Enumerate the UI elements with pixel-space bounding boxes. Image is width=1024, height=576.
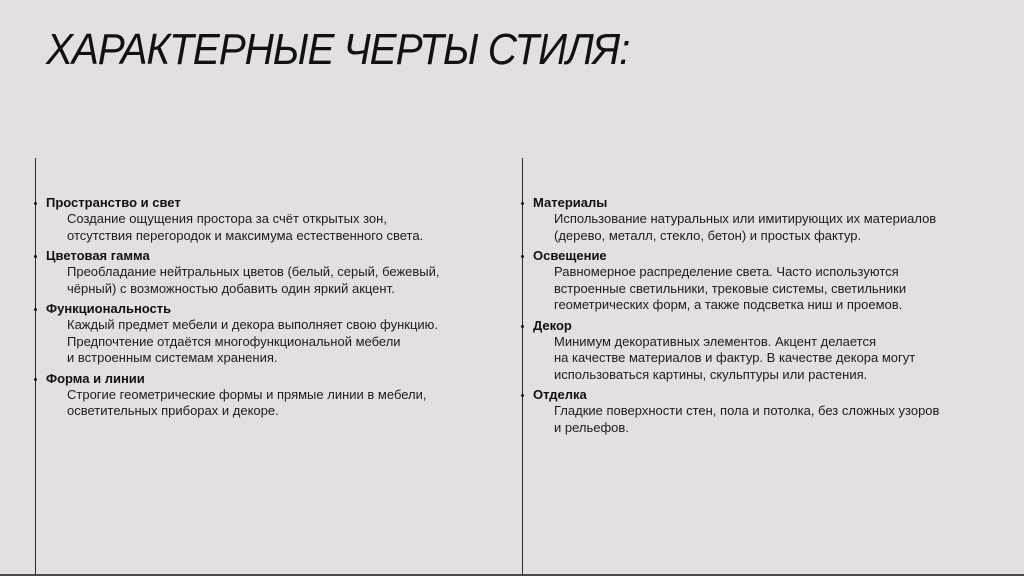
bullet-dot-icon [521,325,524,328]
bullet-dot-icon [34,378,37,381]
item-description [523,211,939,244]
description-line: использоваться картины, скульптуры или растения. [554,366,868,382]
item-description [523,403,939,436]
item-description [36,264,440,297]
bullet-dot-icon [34,308,37,311]
item-description [523,334,939,384]
list-item-space-and-light [36,195,440,244]
feature-list-right [523,195,939,440]
description-line: осветительных приборах и декоре. [67,403,279,418]
bullet-dot-icon [34,202,37,205]
item-heading: Пространство и свет [46,195,181,210]
description-line: Минимум декоративных элементов. Акцент делается [554,333,876,349]
item-heading: Декор [533,317,572,333]
feature-list-left [36,195,440,424]
item-heading: Освещение [533,248,607,263]
item-heading: Функциональность [46,301,172,316]
description-line: (дерево, металл, стекло, бетон) и простых фактур. [554,227,862,243]
bullet-dot-icon [521,255,524,258]
bullet-dot-icon [521,202,524,205]
description-line: встроенные светильники, трековые системы, светильники [554,280,907,296]
description-line: чёрный) с возможностью добавить один яркий акцент. [67,280,395,296]
description-line: Создание ощущения простора за счёт открытых зон, [67,211,387,226]
description-line: Гладкие поверхности стен, пола и потолка, без сложных узоров [554,403,940,418]
description-line: Равномерное распределение света. Часто используются [554,264,899,279]
item-description [523,264,939,314]
description-line: Предпочтение отдаётся многофункциональной мебели [67,333,401,349]
description-line: геометрических форм, а также подсветка ниш и проемов. [554,297,903,312]
list-item-materials [523,195,939,244]
list-item-color-palette [36,248,440,297]
bullet-dot-icon [34,255,37,258]
list-item-lighting [523,248,939,314]
description-line: отсутствия перегородок и максимума естественного света. [67,227,424,243]
description-line: и рельефов. [554,419,629,435]
description-line: Преобладание нейтральных цветов (белый, серый, бежевый, [67,264,440,279]
item-heading: Цветовая гамма [46,248,150,263]
item-heading: Материалы [533,195,608,210]
list-item-decor [523,318,939,384]
item-description [36,211,440,244]
item-heading: Форма и линии [46,370,145,386]
right-column [522,158,1003,574]
list-item-finishing [523,387,939,436]
list-item-functionality [36,301,440,367]
description-line: Строгие геометрические формы и прямые линии в мебели, [67,386,427,402]
list-item-form-and-lines [36,371,440,420]
item-description [36,317,440,367]
description-line: Использование натуральных или имитирующих их материалов [554,211,937,226]
bullet-dot-icon [521,394,524,397]
item-heading: Отделка [533,387,587,402]
slide-title: ХАРАКТЕРНЫЕ ЧЕРТЫ СТИЛЯ: [46,25,630,74]
description-line: Каждый предмет мебели и декора выполняет свою функцию. [67,317,439,332]
description-line: и встроенным системам хранения. [67,350,278,365]
description-line: на качестве материалов и фактур. В качестве декора могут [554,350,916,365]
item-description [36,387,440,420]
left-column [35,158,506,574]
